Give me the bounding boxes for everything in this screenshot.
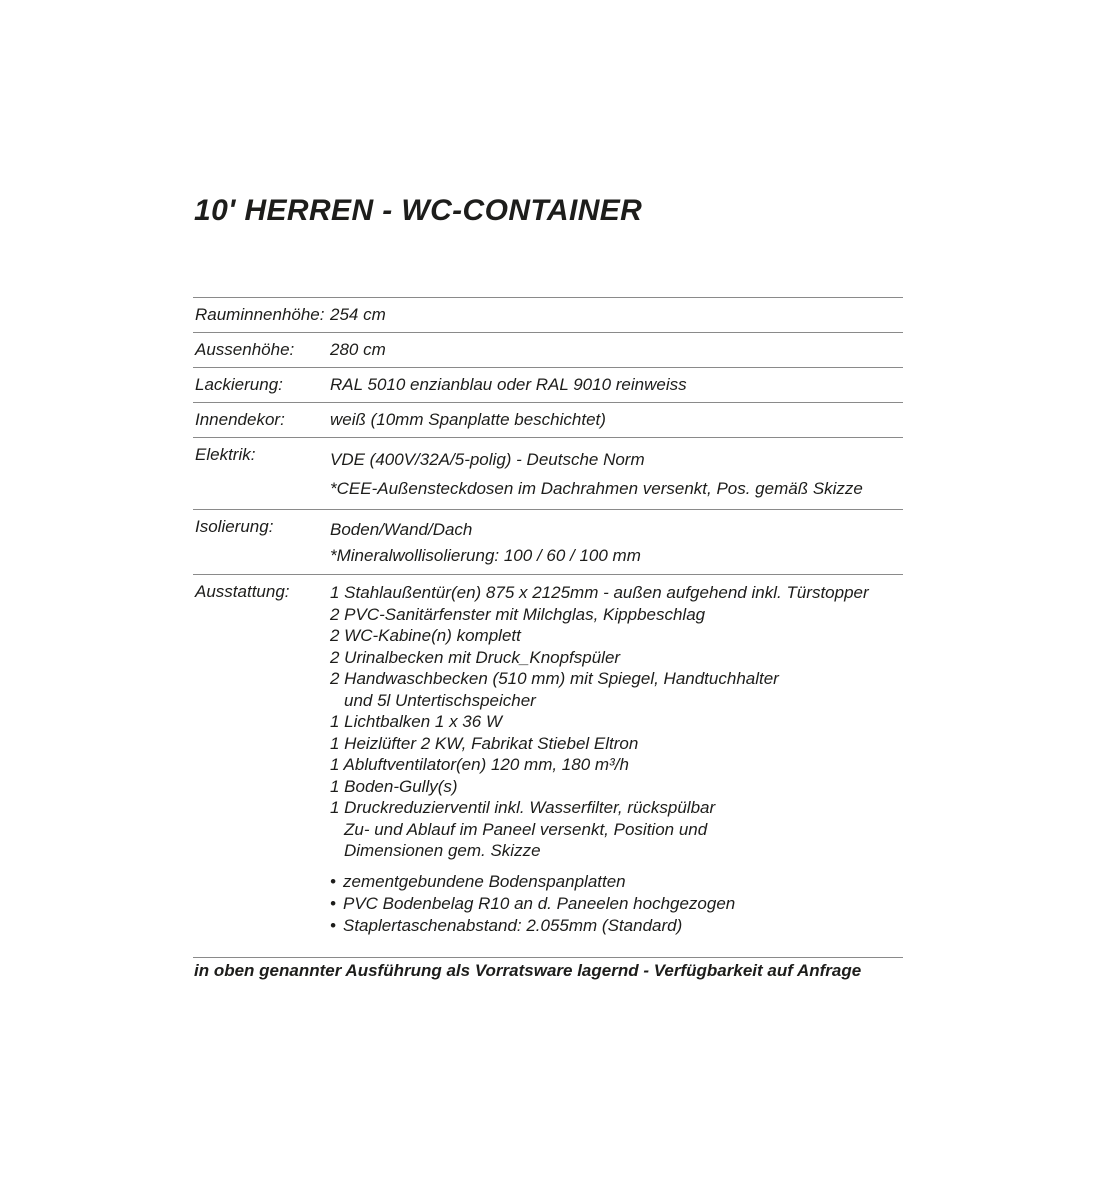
spec-label: Elektrik: <box>195 445 256 464</box>
bullet-icon: • <box>330 915 336 935</box>
spec-row-aussenhoehe <box>193 332 903 367</box>
equipment-item: 1 Druckreduzierventil inkl. Wasserfilter, rückspülbar <box>330 798 716 817</box>
availability-note: in oben genannter Ausführung als Vorratsware lagernd - Verfügbarkeit auf Anfrage <box>194 961 862 980</box>
equipment-item-continuation: Dimensionen gem. Skizze <box>344 841 541 860</box>
spec-value: *Mineralwollisolierung: 100 / 60 / 100 mm <box>330 546 641 565</box>
bullet-text: zementgebundene Bodenspanplatten <box>343 871 626 891</box>
spec-row-ausstattung <box>193 574 903 957</box>
spec-value-group <box>330 517 903 569</box>
equipment-item: 1 Abluftventilator(en) 120 mm, 180 m³/h <box>330 755 629 774</box>
spec-row-lackierung <box>193 367 903 402</box>
equipment-item: 2 Urinalbecken mit Druck_Knopfspüler <box>330 647 621 667</box>
spec-value-group <box>330 445 903 503</box>
bullet-icon: • <box>330 871 336 891</box>
spec-value: 280 cm <box>330 340 386 359</box>
equipment-item-continuation: Zu- und Ablauf im Paneel versenkt, Position und <box>344 819 708 839</box>
spec-value: weiß (10mm Spanplatte beschichtet) <box>330 410 606 429</box>
spec-label: Rauminnenhöhe: <box>195 305 325 324</box>
equipment-list <box>330 582 903 937</box>
spec-row-elektrik <box>193 437 903 509</box>
spec-table <box>193 297 903 958</box>
equipment-item: 1 Lichtbalken 1 x 36 W <box>330 712 502 731</box>
bullet-item <box>330 893 903 915</box>
equipment-item: 1 Heizlüfter 2 KW, Fabrikat Stiebel Eltron <box>330 733 639 753</box>
spec-value: Boden/Wand/Dach <box>330 520 473 539</box>
spec-label: Innendekor: <box>195 410 285 429</box>
spec-label: Lackierung: <box>195 375 283 394</box>
equipment-item: 1 Stahlaußentür(en) 875 x 2125mm - außen aufgehend inkl. Türstopper <box>330 583 869 602</box>
equipment-item: 1 Boden-Gully(s) <box>330 776 458 796</box>
page-title: 10' HERREN - WC-CONTAINER <box>194 194 643 227</box>
bullet-item <box>330 915 903 937</box>
bullet-text: PVC Bodenbelag R10 an d. Paneelen hochgezogen <box>343 893 736 913</box>
spec-value: RAL 5010 enzianblau oder RAL 9010 reinweiss <box>330 375 687 394</box>
spec-row-isolierung <box>193 509 903 574</box>
spec-label: Aussenhöhe: <box>195 340 295 359</box>
spec-value: VDE (400V/32A/5-polig) - Deutsche Norm <box>330 450 645 469</box>
equipment-item: 2 WC-Kabine(n) komplett <box>330 626 521 645</box>
spec-value: *CEE-Außensteckdosen im Dachrahmen versenkt, Pos. gemäß Skizze <box>330 479 863 498</box>
equipment-item: 2 Handwaschbecken (510 mm) mit Spiegel, Handtuchhalter <box>330 669 779 688</box>
spec-row-innendekor <box>193 402 903 437</box>
equipment-bullet-list <box>330 871 903 937</box>
bullet-icon: • <box>330 893 336 913</box>
spec-label: Ausstattung: <box>195 582 290 601</box>
spec-value: 254 cm <box>330 305 386 324</box>
spec-row-rauminnenhoehe <box>193 297 903 332</box>
equipment-item: 2 PVC-Sanitärfenster mit Milchglas, Kippbeschlag <box>330 604 706 624</box>
bullet-text: Staplertaschenabstand: 2.055mm (Standard) <box>343 915 683 935</box>
equipment-item-continuation: und 5l Untertischspeicher <box>344 690 536 710</box>
spec-label: Isolierung: <box>195 517 274 536</box>
bullet-item <box>330 871 903 893</box>
